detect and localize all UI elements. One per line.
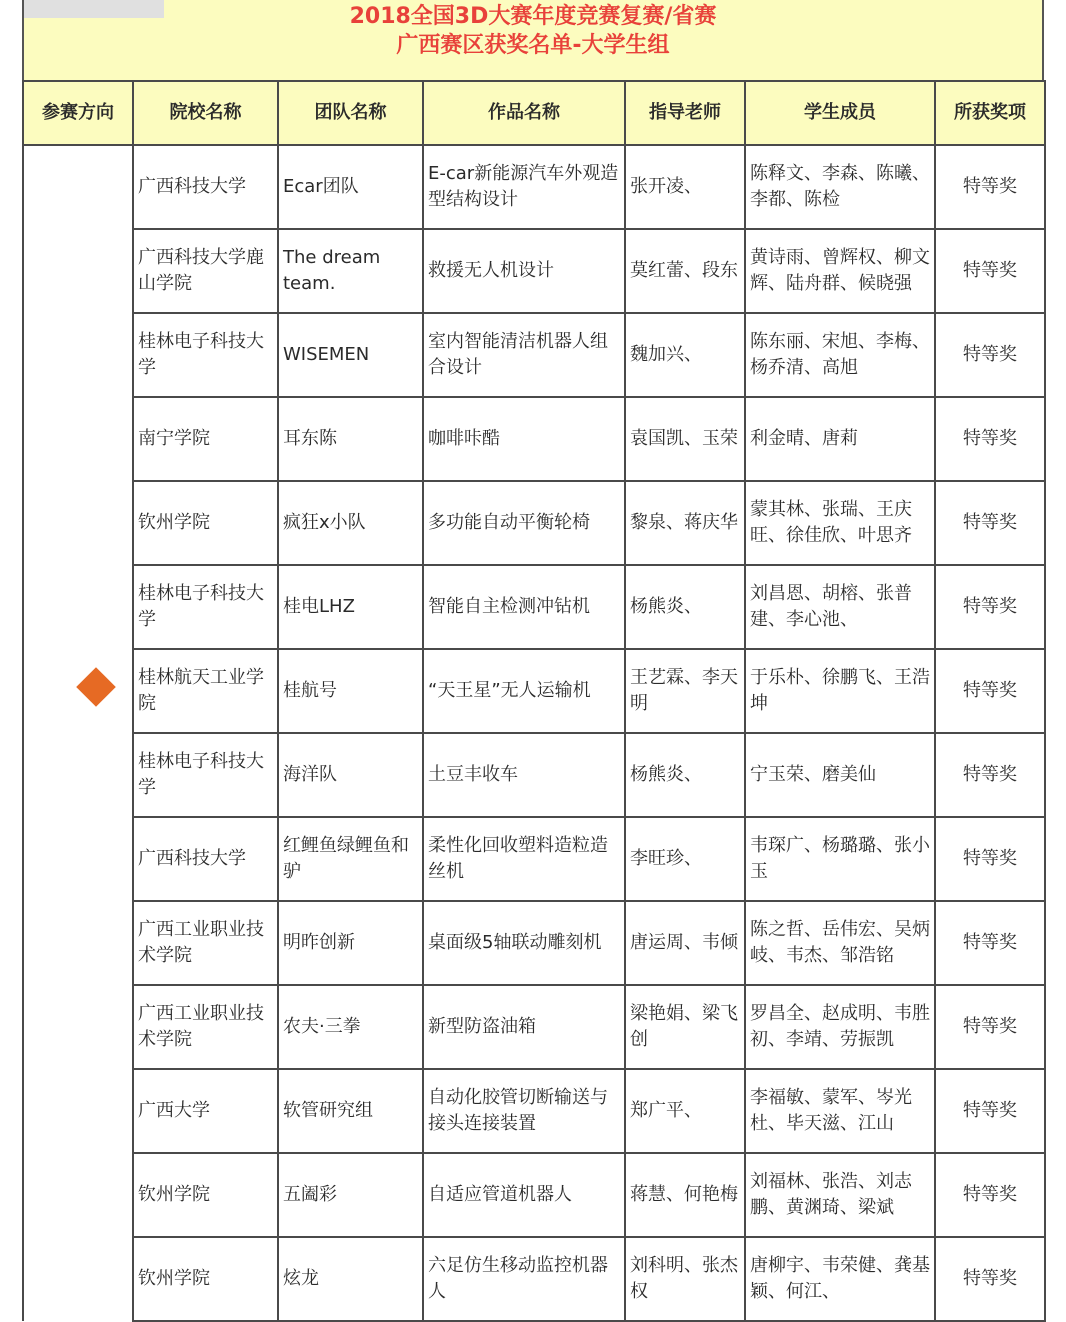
team-cell: Ecar团队 bbox=[278, 145, 423, 229]
school-cell: 钦州学院 bbox=[133, 1237, 278, 1321]
table-row bbox=[23, 733, 1045, 817]
title-band bbox=[22, 0, 1044, 80]
students-cell: 陈释文、李森、陈曦、李都、陈检 bbox=[745, 145, 935, 229]
teacher-cell: 杨熊炎、 bbox=[625, 565, 745, 649]
school-cell: 南宁学院 bbox=[133, 397, 278, 481]
teacher-cell: 梁艳娟、梁飞创 bbox=[625, 985, 745, 1069]
work-cell: 六足仿生移动监控机器人 bbox=[423, 1237, 625, 1321]
direction-cell bbox=[23, 145, 133, 1321]
table-row bbox=[23, 1237, 1045, 1321]
table-row bbox=[23, 481, 1045, 565]
award-cell: 特等奖 bbox=[935, 985, 1045, 1069]
work-cell: 多功能自动平衡轮椅 bbox=[423, 481, 625, 565]
table-row bbox=[23, 397, 1045, 481]
students-cell: 唐柳宇、韦荣健、龚基颖、何江、 bbox=[745, 1237, 935, 1321]
students-cell: 利金晴、唐莉 bbox=[745, 397, 935, 481]
award-cell: 特等奖 bbox=[935, 145, 1045, 229]
table-row bbox=[23, 145, 1045, 229]
work-cell: 救援无人机设计 bbox=[423, 229, 625, 313]
teacher-cell: 蒋慧、何艳梅 bbox=[625, 1153, 745, 1237]
work-cell: 咖啡咔酷 bbox=[423, 397, 625, 481]
header-work: 作品名称 bbox=[423, 81, 625, 145]
teacher-cell: 黎泉、蒋庆华 bbox=[625, 481, 745, 565]
students-cell: 陈之哲、岳伟宏、吴炳岐、韦杰、邹浩铭 bbox=[745, 901, 935, 985]
award-cell: 特等奖 bbox=[935, 397, 1045, 481]
school-cell: 桂林电子科技大学 bbox=[133, 565, 278, 649]
team-cell: 五阖彩 bbox=[278, 1153, 423, 1237]
teacher-cell: 张开凌、 bbox=[625, 145, 745, 229]
work-cell: 自动化胶管切断输送与接头连接装置 bbox=[423, 1069, 625, 1153]
award-cell: 特等奖 bbox=[935, 901, 1045, 985]
award-cell: 特等奖 bbox=[935, 1069, 1045, 1153]
award-cell: 特等奖 bbox=[935, 1237, 1045, 1321]
team-cell: 农夫·三拳 bbox=[278, 985, 423, 1069]
table-row bbox=[23, 649, 1045, 733]
school-cell: 广西工业职业技术学院 bbox=[133, 985, 278, 1069]
students-cell: 刘昌恩、胡榕、张普建、李心池、 bbox=[745, 565, 935, 649]
students-cell: 于乐朴、徐鹏飞、王浩坤 bbox=[745, 649, 935, 733]
work-cell: 室内智能清洁机器人组合设计 bbox=[423, 313, 625, 397]
table-row bbox=[23, 985, 1045, 1069]
teacher-cell: 李旺珍、 bbox=[625, 817, 745, 901]
award-cell: 特等奖 bbox=[935, 1153, 1045, 1237]
table-row bbox=[23, 313, 1045, 397]
work-cell: 土豆丰收车 bbox=[423, 733, 625, 817]
header-team: 团队名称 bbox=[278, 81, 423, 145]
work-cell: 新型防盗油箱 bbox=[423, 985, 625, 1069]
team-cell: WISEMEN bbox=[278, 313, 423, 397]
team-cell: 桂航号 bbox=[278, 649, 423, 733]
table-row bbox=[23, 565, 1045, 649]
teacher-cell: 刘科明、张杰权 bbox=[625, 1237, 745, 1321]
table-row bbox=[23, 229, 1045, 313]
team-cell: 明昨创新 bbox=[278, 901, 423, 985]
teacher-cell: 莫红蕾、段东 bbox=[625, 229, 745, 313]
table-body bbox=[23, 145, 1045, 1321]
teacher-cell: 袁国凯、玉荣 bbox=[625, 397, 745, 481]
award-cell: 特等奖 bbox=[935, 313, 1045, 397]
header-students: 学生成员 bbox=[745, 81, 935, 145]
students-cell: 宁玉荣、磨美仙 bbox=[745, 733, 935, 817]
header-award: 所获奖项 bbox=[935, 81, 1045, 145]
work-cell: 柔性化回收塑料造粒造丝机 bbox=[423, 817, 625, 901]
table-row bbox=[23, 1153, 1045, 1237]
team-cell: 海洋队 bbox=[278, 733, 423, 817]
school-cell: 广西科技大学鹿山学院 bbox=[133, 229, 278, 313]
table-row bbox=[23, 817, 1045, 901]
header-school: 院校名称 bbox=[133, 81, 278, 145]
header-direction: 参赛方向 bbox=[23, 81, 133, 145]
students-cell: 刘福林、张浩、刘志鹏、黄渊琦、梁斌 bbox=[745, 1153, 935, 1237]
students-cell: 李福敏、蒙军、岑光杜、毕天滋、江山 bbox=[745, 1069, 935, 1153]
award-table bbox=[22, 80, 1046, 1322]
school-cell: 广西科技大学 bbox=[133, 145, 278, 229]
table-row bbox=[23, 1069, 1045, 1153]
work-cell: “天王星”无人运输机 bbox=[423, 649, 625, 733]
team-cell: 桂电LHZ bbox=[278, 565, 423, 649]
team-cell: 炫龙 bbox=[278, 1237, 423, 1321]
header-teacher: 指导老师 bbox=[625, 81, 745, 145]
work-cell: 智能自主检测冲钻机 bbox=[423, 565, 625, 649]
school-cell: 广西科技大学 bbox=[133, 817, 278, 901]
award-cell: 特等奖 bbox=[935, 481, 1045, 565]
students-cell: 罗昌全、赵成明、韦胜初、李靖、劳振凯 bbox=[745, 985, 935, 1069]
school-cell: 广西大学 bbox=[133, 1069, 278, 1153]
school-cell: 桂林电子科技大学 bbox=[133, 733, 278, 817]
students-cell: 陈东丽、宋旭、李梅、杨乔清、高旭 bbox=[745, 313, 935, 397]
teacher-cell: 魏加兴、 bbox=[625, 313, 745, 397]
students-cell: 黄诗雨、曾辉权、柳文辉、陆舟群、候晓强 bbox=[745, 229, 935, 313]
team-cell: 疯狂x小队 bbox=[278, 481, 423, 565]
team-cell: The dream team. bbox=[278, 229, 423, 313]
title-line-2: 广西赛区获奖名单-大学生组 bbox=[396, 33, 670, 58]
work-cell: E-car新能源汽车外观造型结构设计 bbox=[423, 145, 625, 229]
school-cell: 钦州学院 bbox=[133, 481, 278, 565]
award-cell: 特等奖 bbox=[935, 229, 1045, 313]
award-cell: 特等奖 bbox=[935, 733, 1045, 817]
award-cell: 特等奖 bbox=[935, 817, 1045, 901]
school-cell: 桂林电子科技大学 bbox=[133, 313, 278, 397]
teacher-cell: 杨熊炎、 bbox=[625, 733, 745, 817]
school-cell: 钦州学院 bbox=[133, 1153, 278, 1237]
school-cell: 桂林航天工业学院 bbox=[133, 649, 278, 733]
team-cell: 软管研究组 bbox=[278, 1069, 423, 1153]
school-cell: 广西工业职业技术学院 bbox=[133, 901, 278, 985]
table-row bbox=[23, 901, 1045, 985]
students-cell: 韦琛广、杨璐璐、张小玉 bbox=[745, 817, 935, 901]
teacher-cell: 王艺霖、李天明 bbox=[625, 649, 745, 733]
students-cell: 蒙其林、张瑞、王庆旺、徐佳欣、叶思齐 bbox=[745, 481, 935, 565]
teacher-cell: 唐运周、韦倾 bbox=[625, 901, 745, 985]
title-line-1: 2018全国3D大赛年度竞赛复赛/省赛 bbox=[349, 4, 717, 29]
team-cell: 耳东陈 bbox=[278, 397, 423, 481]
work-cell: 自适应管道机器人 bbox=[423, 1153, 625, 1237]
award-sheet bbox=[22, 0, 1044, 1304]
award-cell: 特等奖 bbox=[935, 649, 1045, 733]
award-cell: 特等奖 bbox=[935, 565, 1045, 649]
team-cell: 红鲤鱼绿鲤鱼和驴 bbox=[278, 817, 423, 901]
teacher-cell: 郑广平、 bbox=[625, 1069, 745, 1153]
header-row bbox=[23, 81, 1045, 145]
work-cell: 桌面级5轴联动雕刻机 bbox=[423, 901, 625, 985]
